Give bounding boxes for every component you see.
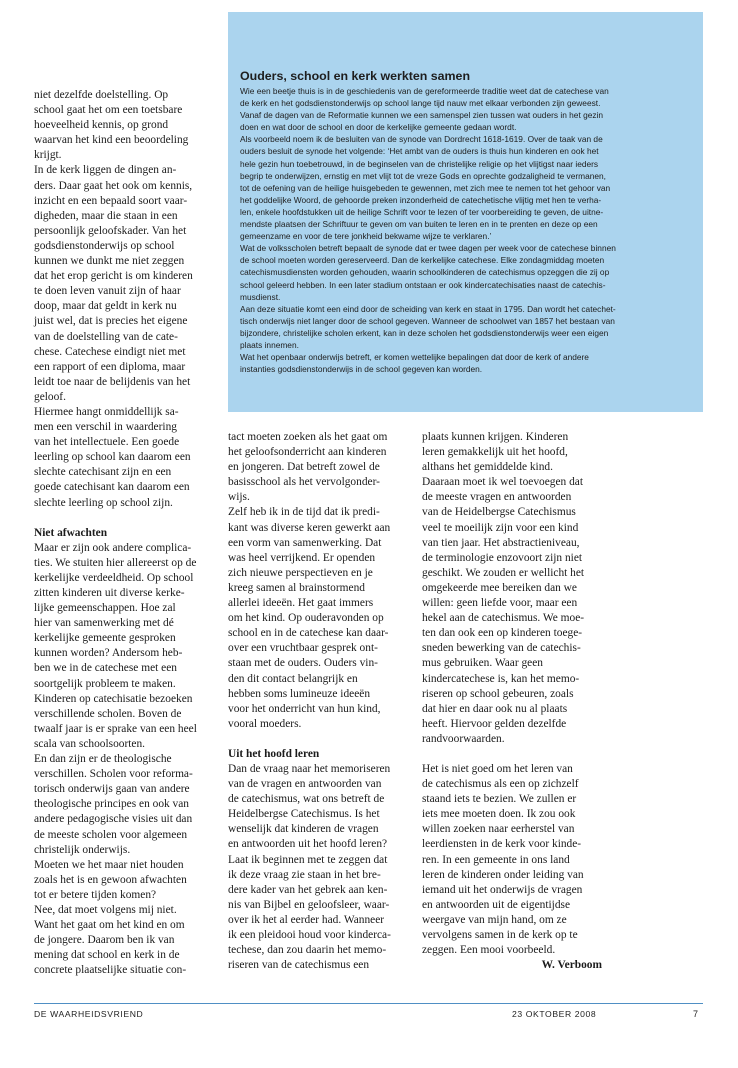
text-line: het goddelijke Woord, de gehoorde preken inzonderheid de catechetische vlijtig met hen te verha- (240, 194, 602, 205)
text-line: Laat ik beginnen met te zeggen dat (228, 853, 388, 866)
text-line: musdienst. (240, 291, 281, 302)
text-line: tot er betere tijden komen? (34, 888, 157, 901)
text-line: Wat de volksscholen betreft bepaalt de synode dat er twee dagen per week voor de catechese binnen (240, 243, 616, 254)
text-line: een rapport of een diploma, maar (34, 360, 186, 373)
footer-rule (34, 1003, 703, 1004)
column-1-text-b (34, 541, 214, 979)
column-3-text-b (422, 762, 602, 958)
text-line: kunnen worden? Andersom heb- (34, 647, 183, 660)
text-line: len, enkele hoofdstukken uit de heilige Schrift voor te lezen of ter voorbereiding te geven, de uitne- (240, 206, 604, 217)
text-line: Wie een beetje thuis is in de geschiedenis van de gereformeerde traditie weet dat de catechese van (240, 86, 609, 96)
text-line: staand iets te bezien. We zullen er (422, 793, 577, 806)
text-line: de kerk en het godsdienstonderwijs op school lange tijd nauw met elkaar verbonden zijn geweest. (240, 98, 601, 109)
footer-date: 23 OKTOBER 2008 (512, 1009, 597, 1019)
text-line: inzicht en een bepaald soort vaar- (34, 194, 188, 207)
text-line: twaalf jaar is er sprake van een heel (34, 722, 197, 735)
text-line: iemand uit het onderwijs de vragen (422, 883, 583, 896)
text-line: techese, dan zou daarin het memo- (228, 944, 387, 957)
text-line: van de Heidelbergse Catechismus (422, 506, 576, 519)
text-line: over ik het al eerder had. Wanneer (228, 913, 385, 926)
text-line: vervolgens samen in de kerk op te (422, 929, 578, 941)
text-line: tact moeten zoeken als het gaat om (228, 431, 388, 443)
text-line: En dan zijn er de theologische (34, 753, 172, 766)
text-line: kindercatechese is, kan het memo- (422, 672, 580, 685)
text-line: ik een pleidooi houd voor kinderca- (228, 929, 391, 941)
footer-page-number: 7 (693, 1009, 699, 1019)
text-line: den dit contact belangrijk en (228, 672, 358, 685)
text-line: de catechismus als een op zichzelf (422, 778, 579, 791)
text-line: Dan de vraag naar het memoriseren (228, 762, 391, 775)
column-3 (422, 430, 602, 973)
text-line: wenselijk dat kinderen de vragen (228, 823, 379, 836)
text-line: begrip te onderwijzen, ernstig en met vlijt tot de vreze Gods en oprechte godzaligheid te vermanen, (240, 170, 606, 181)
text-line: ders. Daar gaat het ook om kennis, (34, 179, 193, 192)
text-line: sneden bewerking van de catechis- (422, 642, 581, 655)
text-line: vooral moeders. (228, 717, 302, 730)
text-line: ouders besluit de synode het volgende: ‘Het ambt van de ouders is thuis hun kinderen en ook het (240, 146, 599, 157)
text-line: krijgt. (34, 149, 62, 162)
text-line: theologische principes en ook van (34, 798, 189, 811)
text-line: doen en wat door de school en door de kerkelijke gemeente gedaan wordt. (240, 122, 517, 133)
text-line: van de doelstelling van de cate- (34, 330, 178, 343)
text-line: slechte catechisant zijn en een (34, 466, 172, 479)
sidebar-title: Ouders, school en kerk werkten samen (240, 69, 471, 83)
text-line: men een verschil in waardering (34, 421, 177, 434)
text-line: staan met de ouders. Ouders vin- (228, 657, 378, 670)
text-line: willen: geen liefde voor, maar een (422, 597, 578, 610)
text-line: geloof. (34, 390, 66, 403)
text-line: althans het gemiddelde kind. (422, 461, 553, 474)
text-line: verschillende scholen. Boven de (34, 707, 182, 720)
text-line: de terminologie enzovoort zijn niet (422, 551, 583, 564)
text-line: leidt toe naar de belijdenis van het (34, 375, 191, 388)
text-line: niet dezelfde doelstelling. Op (34, 89, 169, 101)
text-line: kreeg samen al brainstormend (228, 581, 365, 594)
text-line: en antwoorden uit het hoofd leren? (228, 838, 388, 851)
text-line: andere pedagogische visies uit dan (34, 813, 193, 826)
text-line: chese. Catechese eindigt niet met (34, 345, 186, 358)
column-2-text-b (228, 762, 408, 973)
text-line: randvoorwaarden. (422, 732, 505, 745)
text-line: waarvan het kind een beoordeling (34, 134, 189, 147)
text-line: de meeste vragen en antwoorden (422, 491, 572, 504)
column-3-text-a (422, 430, 602, 747)
text-line: en jongeren. Dat betreft zowel de (228, 461, 380, 474)
column-2 (228, 430, 408, 973)
text-line: wijs. (228, 491, 250, 504)
text-line: plaats innemen. (240, 339, 299, 350)
text-line: Het is niet goed om het leren van (422, 762, 573, 775)
text-line: mendste plaatsen der Schriftuur te geven om van buiten te leren en in te prenten en deze op een (240, 219, 598, 230)
text-line: heeft. Hiervoor gelden dezelfde (422, 717, 567, 730)
footer-publication: DE WAARHEIDSVRIEND (34, 1009, 144, 1019)
text-line: omgekeerde mee bereiken dan we (422, 581, 577, 594)
text-line: hier van samenwerking met dé (34, 617, 174, 630)
text-line: van het intellectuele. Een goede (34, 436, 180, 449)
text-line: over een vruchtbaar gesprek ont- (228, 642, 378, 655)
text-line: van tien jaar. Het abstractieniveau, (422, 536, 580, 549)
text-line: catechismusdiensten worden gehouden, waarin schoolkinderen de catechismus opzeggen die zij op (240, 267, 610, 278)
text-line: ten dan ook een op kinderen toege- (422, 627, 583, 640)
text-line: dat het erop gericht is om kinderen (34, 270, 193, 283)
text-line: iets mee moeten doen. Ik zou ook (422, 808, 576, 821)
text-line: veel te moeilijk zijn voor een kind (422, 521, 579, 534)
text-line: torisch onderwijs gaan van andere (34, 783, 190, 796)
text-line: school en in de catechese kan daar- (228, 627, 389, 640)
text-line: nis van Bijbel en geloofsleer, waar- (228, 898, 390, 911)
column-1-text-a (34, 88, 214, 511)
text-line: leerdiensten in de kerk voor kinde- (422, 838, 582, 851)
text-line: hebben soms lumineuze ideeën (228, 687, 371, 700)
text-line: Nee, dat moet volgens mij niet. (34, 903, 177, 916)
text-line: scala van schoolsoorten. (34, 737, 146, 750)
text-line: basisschool als het vervolgonder- (228, 476, 380, 489)
text-line: goede catechisant kan daarom een (34, 481, 190, 494)
sidebar-body (240, 85, 692, 375)
column-1 (34, 88, 214, 978)
text-line: Maar er zijn ook andere complica- (34, 541, 192, 554)
text-line: Als voorbeeld noem ik de besluiten van de synode van Dordrecht 1618-1619. Over de taak van de (240, 134, 603, 145)
text-line: plaats kunnen krijgen. Kinderen (422, 431, 569, 443)
text-line: de meeste scholen voor algemeen (34, 828, 188, 841)
text-line: kunnen we dunkt me niet zeggen (34, 255, 185, 268)
text-line: dere kader van het gebrek aan ken- (228, 883, 388, 896)
text-line: Kinderen op catechisatie bezoeken (34, 692, 193, 705)
text-line: de catechismus, wat ons betreft de (228, 793, 385, 806)
text-line: tot de oefening van de heilige huisgebeden te gewennen, met zich mee te nemen tot het gehoor van (240, 182, 611, 193)
text-line: godsdienstonderwijs op school (34, 239, 175, 252)
column-2-text-a (228, 430, 408, 732)
text-line: Heidelbergse Catechismus. Is het (228, 808, 380, 821)
text-line: riseren van de catechismus een (228, 959, 370, 972)
text-line: was heel verrijkend. Er openden (228, 551, 376, 564)
text-line: instanties godsdienstonderwijs in de school gegeven kan worden. (240, 364, 483, 375)
text-line: ren. In een gemeente in ons land (422, 853, 570, 866)
text-line: ties. We stuiten hier allereerst op de (34, 556, 197, 569)
text-line: hekel aan de catechismus. We moe- (422, 612, 585, 625)
text-line: hele gezin hun toebetrouwd, in de beginselen van de christelijke religie op het vlijtigst naar ieders (240, 158, 599, 169)
text-line: dat hier en daar ook nu al plaats (422, 702, 568, 715)
text-line: de school moeten worden gereserveerd. Dan de kerkelijke catechese. Elke zondagmiddag moeten (240, 255, 605, 266)
text-line: digheden, maar die staan in een (34, 209, 178, 222)
text-line: Moeten we het maar niet houden (34, 858, 184, 871)
text-line: leerling op school kan daarom een (34, 451, 191, 464)
text-line: hoeveelheid kennis, op grond (34, 119, 169, 132)
text-line: zeggen. Een mooi voorbeeld. (422, 944, 556, 957)
text-line: gemeenzame en voor de tere jonkheid bekwame wijze te verklaren.’ (240, 231, 492, 242)
text-line: doop, maar dat geldt in kerk nu (34, 300, 177, 313)
text-line: willen zoeken naar eerherstel van (422, 823, 575, 836)
text-line: voor het onderricht van hun kind, (228, 702, 381, 715)
author-signature: W. Verboom (541, 959, 602, 972)
text-line: te doen leven vanuit zijn of haar (34, 285, 181, 298)
text-line: leren gemakkelijk uit het hoofd, (422, 446, 568, 459)
text-line: concrete plaatselijke situatie con- (34, 964, 187, 977)
heading-niet-afwachten: Niet afwachten (34, 526, 108, 539)
text-line: verschillen. Scholen voor reforma- (34, 768, 193, 781)
text-line: Daaraan moet ik wel toevoegen dat (422, 476, 583, 489)
text-line: Hiermee hangt onmiddellijk sa- (34, 405, 179, 418)
text-line: tisch onderwijs niet langer door de school gegeven. Wanneer de schoolwet van 1857 het bestaan van (240, 315, 615, 326)
text-line: het geloofsonderricht aan kinderen (228, 446, 387, 459)
text-line: school gaat het om een toetsbare (34, 104, 183, 117)
text-line: mus gebruiken. Waar geen (422, 657, 543, 670)
text-line: kerkelijke verdeeldheid. Op school (34, 571, 194, 584)
text-line: christelijk onderwijs. (34, 843, 131, 856)
text-line: allerlei ideeën. Het gaat immers (228, 597, 374, 610)
text-line: Vanaf de dagen van de Reformatie kunnen we een samenspel zien tussen wat ouders in het gezin (240, 110, 604, 121)
text-line: zitten kinderen uit diverse kerke- (34, 587, 185, 599)
text-line: Want het gaat om het kind en om (34, 919, 185, 932)
text-line: kerkelijke gemeente gesproken (34, 632, 176, 645)
text-line: Aan deze situatie komt een eind door de scheiding van kerk en staat in 1795. Dan wordt het catechet- (240, 303, 616, 314)
text-line: en antwoorden uit de eigentijdse (422, 898, 571, 911)
text-line: juist wel, dat is precies het eigene (34, 315, 188, 328)
text-line: ben we in de catechese met een (34, 662, 177, 675)
text-line: zoals het is en gewoon afwachten (34, 873, 187, 886)
text-line: van de vragen en antwoorden van (228, 778, 382, 791)
heading-uit-het-hoofd-leren: Uit het hoofd leren (228, 747, 320, 760)
sidebar-box (228, 12, 703, 412)
text-line: soortgelijk probleem te maken. (34, 677, 176, 690)
text-line: leren de kinderen onder leiding van (422, 868, 584, 881)
text-line: zich nieuwe perspectieven en je (228, 566, 373, 579)
text-line: ik deze vraag zie staan in het bre- (228, 868, 381, 881)
text-line: riseren op school gebeuren, zoals (422, 687, 574, 700)
text-line: Wat het openbaar onderwijs betreft, er komen wettelijke bepalingen dat door de kerk of andere (240, 352, 589, 363)
text-line: Zelf heb ik in de tijd dat ik predi- (228, 506, 380, 519)
text-line: slechte leerling op school zijn. (34, 496, 173, 509)
text-line: bijzondere, christelijke scholen erkent, kan in deze scholen het godsdienstonderwijs weer een eigen (240, 327, 609, 338)
text-line: geschikt. We zouden er wellicht het (422, 566, 585, 579)
text-line: In de kerk liggen de dingen an- (34, 164, 177, 177)
text-line: een vorm van samenwerking. Dat (228, 536, 382, 549)
text-line: persoonlijk geloofskader. Van het (34, 224, 187, 237)
text-line: mening dat school en kerk in de (34, 949, 180, 962)
text-line: de jongere. Daarom ben ik van (34, 934, 175, 947)
text-line: kant was diverse keren gewerkt aan (228, 521, 391, 534)
text-line: school geleerd hebben. In een later stadium ontstaan er ook kindercatechisaties naast de catechis- (240, 279, 606, 290)
text-line: om het kind. Op ouderavonden op (228, 612, 384, 625)
text-line: weergave van mijn hand, om ze (422, 913, 567, 926)
text-line: lijke gemeenschappen. Hoe zal (34, 602, 176, 615)
